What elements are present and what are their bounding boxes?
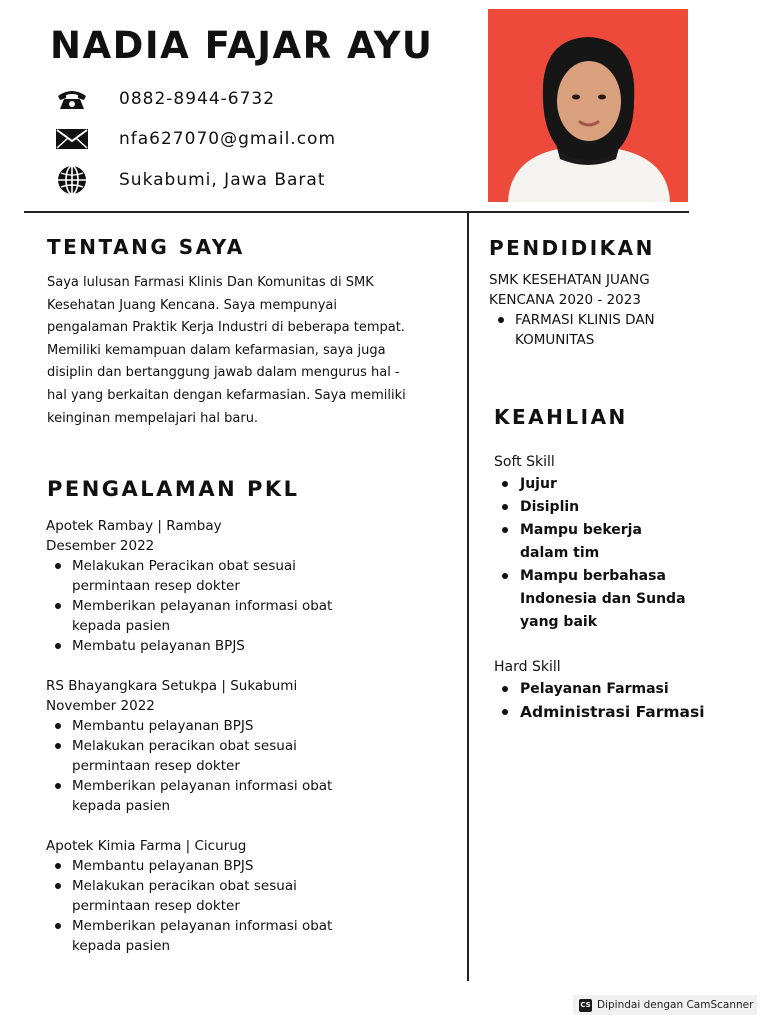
contact-email: [55, 126, 336, 152]
experience-list: [46, 716, 366, 816]
list-item: Mampu berbahasa Indonesia dan Sunda yang baik: [494, 565, 694, 634]
list-item: Melakukan Peracikan obat sesuai permintaan resep dokter: [46, 556, 366, 596]
profile-photo: [488, 9, 688, 202]
soft-skill-label: Soft Skill: [494, 454, 555, 470]
education-block: [489, 270, 719, 350]
scanner-watermark: [573, 995, 757, 1015]
about-title: TENTANG SAYA: [47, 235, 245, 259]
list-item: Memberikan pelayanan informasi obat kepada pasien: [46, 776, 366, 816]
phone-number: 0882-8944-6732: [119, 89, 276, 109]
education-list: [489, 310, 719, 350]
soft-skills: [494, 451, 724, 634]
experience-list: [46, 856, 366, 956]
experience-entry: [46, 836, 366, 956]
list-item: Administrasi Farmasi: [494, 701, 724, 724]
contact-location: [55, 167, 326, 193]
list-item: Memberikan pelayanan informasi obat kepada pasien: [46, 596, 366, 636]
email-address: nfa627070@gmail.com: [119, 129, 336, 149]
list-item: Memberikan pelayanan informasi obat kepada pasien: [46, 916, 366, 956]
list-item: Melakukan peracikan obat sesuai permintaan resep dokter: [46, 876, 366, 916]
list-item: Disiplin: [494, 496, 724, 519]
envelope-icon: [55, 126, 89, 152]
hard-skill-list: [494, 678, 724, 724]
globe-icon: [55, 167, 89, 193]
hard-skill-label: Hard Skill: [494, 659, 561, 675]
header-divider: [24, 211, 689, 213]
hard-skills: [494, 656, 724, 724]
full-name: NADIA FAJAR AYU: [50, 24, 434, 67]
contact-phone: [55, 86, 275, 112]
list-item: Pelayanan Farmasi: [494, 678, 724, 701]
experience-title: PENGALAMAN PKL: [47, 477, 300, 501]
phone-icon: [55, 86, 89, 112]
about-text: Saya lulusan Farmasi Klinis Dan Komunitas di SMK Kesehatan Juang Kencana. Saya mempunyai pengalaman Praktik Kerja Industri di beberapa tempat. Memiliki kemampuan dalam kefarmasian, saya juga disiplin dan bertanggung jawab dalam mengurus hal - hal yang berkaitan dengan kefarmasian. Saya memiliki keinginan mempelajari hal baru.: [47, 275, 406, 426]
skills-title: KEAHLIAN: [494, 405, 628, 429]
experience-org: Apotek Rambay | Rambay: [46, 518, 222, 534]
list-item: Membantu pelayanan BPJS: [46, 856, 366, 876]
experience-date: November 2022: [46, 698, 155, 714]
soft-skill-list: [494, 473, 724, 634]
experience-list: [46, 556, 366, 656]
list-item: Melakukan peracikan obat sesuai permintaan resep dokter: [46, 736, 366, 776]
education-title: PENDIDIKAN: [489, 236, 655, 260]
experience-entry: [46, 516, 366, 656]
list-item: Mampu bekerja dalam tim: [494, 519, 694, 565]
education-school: SMK KESEHATAN JUANG KENCANA 2020 - 2023: [489, 272, 650, 308]
camscanner-icon: CS: [579, 999, 592, 1012]
list-item: Membantu pelayanan BPJS: [46, 716, 366, 736]
watermark-text: Dipindai dengan CamScanner: [597, 999, 754, 1011]
experience-date: Desember 2022: [46, 538, 155, 554]
list-item: FARMASI KLINIS DAN KOMUNITAS: [489, 310, 719, 350]
list-item: Membatu pelayanan BPJS: [46, 636, 366, 656]
experience-org: Apotek Kimia Farma | Cicurug: [46, 838, 247, 854]
location-text: Sukabumi, Jawa Barat: [119, 170, 326, 190]
list-item: Jujur: [494, 473, 724, 496]
experience-entry: [46, 676, 366, 816]
experience-org: RS Bhayangkara Setukpa | Sukabumi: [46, 678, 298, 694]
column-divider: [467, 213, 469, 981]
